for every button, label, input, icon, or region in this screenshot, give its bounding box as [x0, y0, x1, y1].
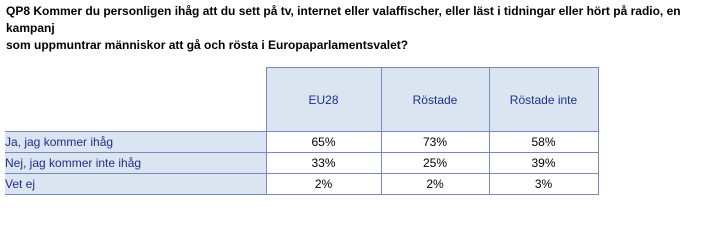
table-cell: 58% [489, 132, 598, 153]
question-text: QP8 Kommer du personligen ihåg att du sett på tv, internet eller valaffischer, eller läst i tidningar eller hört på radio, en kampanj som uppmuntrar människor att gå och rösta i Europaparlamentsvalet? [6, 4, 681, 52]
table-row [5, 132, 598, 153]
table-cell: 39% [489, 153, 598, 174]
table-cell: 65% [266, 132, 381, 153]
table-cell: 33% [266, 153, 381, 174]
table-header-row [5, 68, 598, 132]
row-label: Nej, jag kommer inte ihåg [5, 153, 266, 174]
table-cell: 73% [381, 132, 489, 153]
table-row [5, 174, 598, 195]
table-cell: 2% [266, 174, 381, 195]
table-row [5, 153, 598, 174]
column-header-rostade: Röstade [381, 68, 489, 132]
table-cell: 2% [381, 174, 489, 195]
row-label: Ja, jag kommer ihåg [5, 132, 266, 153]
column-header-eu28: EU28 [266, 68, 381, 132]
table-cell: 3% [489, 174, 598, 195]
table-corner [5, 68, 266, 132]
row-label: Vet ej [5, 174, 266, 195]
column-header-rostade-inte: Röstade inte [489, 68, 598, 132]
results-table [5, 67, 599, 195]
table-cell: 25% [381, 153, 489, 174]
